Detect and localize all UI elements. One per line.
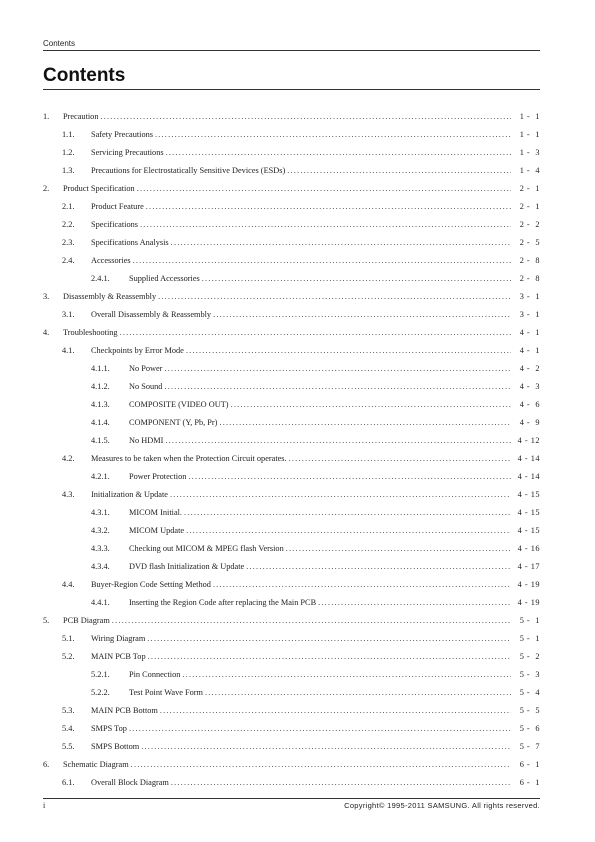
dot-leader (166, 148, 511, 157)
toc-entry-page: 4 - 17 (517, 561, 540, 571)
dot-leader (188, 472, 511, 481)
toc-entry-page: 1 - 1 (519, 111, 540, 121)
toc-entry-page: 5 - 3 (519, 669, 540, 679)
toc-entry-page: 4 - 12 (517, 435, 540, 445)
toc-entry[interactable] (91, 539, 540, 557)
toc-entry-title: Product Feature (91, 201, 144, 211)
toc-entry-title: No Sound (129, 381, 163, 391)
toc-entry-title: No Power (129, 363, 163, 373)
toc-entry[interactable] (43, 179, 540, 197)
footer-page-number: i (43, 801, 46, 810)
dot-leader (202, 274, 511, 283)
toc-entry-page: 5 - 2 (519, 651, 540, 661)
header-divider (43, 50, 540, 51)
toc-entry[interactable] (62, 701, 540, 719)
dot-leader (155, 130, 511, 139)
toc-entry[interactable] (91, 395, 540, 413)
toc-entry-number: 5.2.1. (91, 669, 110, 679)
toc-entry[interactable] (43, 287, 540, 305)
running-header: Contents (43, 39, 76, 48)
toc-entry[interactable] (62, 125, 540, 143)
toc-entry-title: Wiring Diagram (91, 633, 146, 643)
toc-entry-page: 4 - 16 (517, 543, 540, 553)
toc-entry-page: 5 - 1 (519, 633, 540, 643)
toc-entry-page: 4 - 1 (519, 345, 540, 355)
toc-entry-title: Checkpoints by Error Mode (91, 345, 184, 355)
toc-entry-number: 4. (43, 327, 50, 337)
dot-leader (129, 724, 511, 733)
dot-leader (287, 166, 511, 175)
toc-entry-title: Specifications Analysis (91, 237, 169, 247)
toc-entry-page: 4 - 3 (519, 381, 540, 391)
toc-entry-page: 4 - 14 (517, 471, 540, 481)
toc-entry-number: 2.3. (62, 237, 75, 247)
toc-entry[interactable] (62, 215, 540, 233)
toc-entry-number: 2.1. (62, 201, 75, 211)
footer-copyright: Copyright© 1995-2011 SAMSUNG. All rights reserved. (344, 801, 540, 810)
toc-entry-number: 6. (43, 759, 50, 769)
toc-entry-title: COMPONENT (Y, Pb, Pr) (129, 417, 218, 427)
dot-leader (318, 598, 511, 607)
toc-entry[interactable] (62, 233, 540, 251)
dot-leader (100, 112, 511, 121)
toc-entry-number: 4.3.2. (91, 525, 110, 535)
toc-entry-title: No HDMI (129, 435, 164, 445)
dot-leader (171, 778, 511, 787)
dot-leader (182, 670, 511, 679)
toc-entry[interactable] (91, 467, 540, 485)
toc-entry-number: 4.3.1. (91, 507, 110, 517)
toc-entry-title: MAIN PCB Top (91, 651, 146, 661)
dot-leader (170, 490, 511, 499)
toc-entry-title: DVD flash Initialization & Update (129, 561, 245, 571)
toc-entry[interactable] (43, 323, 540, 341)
dot-leader (158, 292, 511, 301)
toc-entry-title: Product Specification (63, 183, 135, 193)
toc-entry-page: 2 - 1 (519, 183, 540, 193)
dot-leader (148, 652, 511, 661)
toc-entry[interactable] (62, 737, 540, 755)
toc-entry-page: 3 - 1 (519, 309, 540, 319)
toc-entry-page: 5 - 5 (519, 705, 540, 715)
footer-divider (43, 798, 540, 799)
toc-entry-number: 4.1.3. (91, 399, 110, 409)
toc-entry-title: SMPS Bottom (91, 741, 140, 751)
toc-entry[interactable] (91, 269, 540, 287)
toc-entry[interactable] (62, 143, 540, 161)
dot-leader (141, 742, 511, 751)
toc-entry[interactable] (62, 251, 540, 269)
toc-entry-number: 2.4.1. (91, 273, 110, 283)
toc-entry[interactable] (62, 449, 540, 467)
toc-entry-page: 4 - 2 (519, 363, 540, 373)
toc-entry[interactable] (43, 755, 540, 773)
toc-entry-number: 6.1. (62, 777, 75, 787)
toc-entry-page: 2 - 1 (519, 201, 540, 211)
toc-entry-number: 1.1. (62, 129, 75, 139)
toc-entry-number: 3. (43, 291, 50, 301)
toc-entry[interactable] (62, 197, 540, 215)
toc-entry-page: 4 - 19 (517, 579, 540, 589)
toc-entry-title: Precaution (63, 111, 99, 121)
toc-entry-title: Supplied Accessories (129, 273, 200, 283)
toc-entry-page: 4 - 1 (519, 327, 540, 337)
dot-leader (231, 400, 511, 409)
dot-leader (205, 688, 511, 697)
toc-entry-number: 4.3.4. (91, 561, 110, 571)
toc-entry-title: Overall Disassembly & Reassembly (91, 309, 212, 319)
toc-entry-number: 4.1.5. (91, 435, 110, 445)
toc-entry-number: 5.2.2. (91, 687, 110, 697)
toc-entry-title: Inserting the Region Code after replacing the Main PCB (129, 597, 317, 607)
toc-entry-page: 4 - 6 (519, 399, 540, 409)
toc-entry[interactable] (62, 161, 540, 179)
toc-entry-page: 1 - 4 (519, 165, 540, 175)
dot-leader (171, 238, 511, 247)
toc-entry-page: 6 - 1 (519, 777, 540, 787)
toc-entry-title: Measures to be taken when the Protection Circuit operates. (91, 453, 287, 463)
toc-entry-page: 4 - 19 (517, 597, 540, 607)
toc-entry[interactable] (91, 683, 540, 701)
toc-entry-number: 4.3.3. (91, 543, 110, 553)
toc-entry-page: 5 - 4 (519, 687, 540, 697)
toc-entry[interactable] (91, 431, 540, 449)
toc-entry[interactable] (62, 629, 540, 647)
toc-entry-number: 4.2.1. (91, 471, 110, 481)
toc-entry-number: 4.1.1. (91, 363, 110, 373)
dot-leader (184, 508, 511, 517)
dot-leader (131, 760, 511, 769)
toc-entry-number: 1.3. (62, 165, 75, 175)
toc-entry-number: 3.1. (62, 309, 75, 319)
toc-entry-number: 5.5. (62, 741, 75, 751)
toc-entry-title: Buyer-Region Code Setting Method (91, 579, 211, 589)
dot-leader (133, 256, 511, 265)
toc-entry-number: 5.3. (62, 705, 75, 715)
toc-entry[interactable] (91, 413, 540, 431)
toc-entry-page: 1 - 3 (519, 147, 540, 157)
toc-entry-number: 4.3. (62, 489, 75, 499)
toc-entry-page: 4 - 15 (517, 489, 540, 499)
dot-leader (164, 364, 511, 373)
toc-entry-title: MICOM Initial. (129, 507, 183, 517)
toc-entry-page: 2 - 2 (519, 219, 540, 229)
toc-entry-title: Overall Block Diagram (91, 777, 169, 787)
toc-entry[interactable] (91, 665, 540, 683)
toc-entry-number: 5. (43, 615, 50, 625)
toc-entry[interactable] (62, 485, 540, 503)
toc-entry-page: 1 - 1 (519, 129, 540, 139)
toc-entry-title: Accessories (91, 255, 131, 265)
toc-entry-number: 1.2. (62, 147, 75, 157)
dot-leader (186, 346, 511, 355)
dot-leader (140, 220, 511, 229)
toc-entry-page: 5 - 1 (519, 615, 540, 625)
toc-entry-title: Specifications (91, 219, 139, 229)
toc-entry[interactable] (91, 557, 540, 575)
toc-entry-number: 2.2. (62, 219, 75, 229)
toc-entry-page: 5 - 7 (519, 741, 540, 751)
toc-entry-page: 4 - 15 (517, 525, 540, 535)
toc-entry[interactable] (62, 719, 540, 737)
dot-leader (289, 454, 511, 463)
toc-entry[interactable] (62, 773, 540, 791)
toc-entry-number: 5.2. (62, 651, 75, 661)
dot-leader (213, 310, 511, 319)
toc-entry-title: Checking out MICOM & MPEG flash Version (129, 543, 284, 553)
toc-entry-title: Safety Precautions (91, 129, 153, 139)
toc-entry-number: 5.4. (62, 723, 75, 733)
toc-entry-number: 4.4.1. (91, 597, 110, 607)
toc-entry[interactable] (91, 377, 540, 395)
toc-entry-number: 1. (43, 111, 50, 121)
toc-entry-page: 6 - 1 (519, 759, 540, 769)
toc-entry-title: Disassembly & Reassembly (63, 291, 157, 301)
title-divider (43, 89, 540, 90)
toc-entry[interactable] (91, 359, 540, 377)
toc-entry-number: 4.1.4. (91, 417, 110, 427)
toc-entry[interactable] (91, 503, 540, 521)
toc-entry-page: 5 - 6 (519, 723, 540, 733)
toc-entry-title: Precautions for Electrostatically Sensitive Devices (ESDs) (91, 165, 286, 175)
toc-entry[interactable] (62, 305, 540, 323)
toc-entry-number: 4.2. (62, 453, 75, 463)
toc-entry-title: MAIN PCB Bottom (91, 705, 158, 715)
dot-leader (147, 634, 511, 643)
toc-entry-page: 2 - 5 (519, 237, 540, 247)
toc-entry-title: Initialization & Update (91, 489, 168, 499)
toc-entry-title: Power Protection (129, 471, 187, 481)
toc-entry[interactable] (43, 611, 540, 629)
toc-entry-title: Troubleshooting (63, 327, 118, 337)
dot-leader (146, 202, 511, 211)
toc-entry-number: 4.1.2. (91, 381, 110, 391)
dot-leader (219, 418, 511, 427)
toc-entry-number: 4.1. (62, 345, 75, 355)
toc-entry-title: COMPOSITE (VIDEO OUT) (129, 399, 229, 409)
toc-entry-page: 4 - 14 (517, 453, 540, 463)
toc-entry-page: 2 - 8 (519, 255, 540, 265)
page-title: Contents (43, 65, 126, 86)
toc-entry-number: 5.1. (62, 633, 75, 643)
toc-entry[interactable] (43, 107, 540, 125)
dot-leader (246, 562, 511, 571)
toc-entry-page: 2 - 8 (519, 273, 540, 283)
toc-entry-title: Test Point Wave Form (129, 687, 203, 697)
dot-leader (165, 436, 511, 445)
dot-leader (213, 580, 511, 589)
dot-leader (120, 328, 511, 337)
toc-entry-title: Schematic Diagram (63, 759, 129, 769)
toc-entry-title: Servicing Precautions (91, 147, 164, 157)
dot-leader (160, 706, 511, 715)
dot-leader (137, 184, 511, 193)
toc-entry-page: 4 - 15 (517, 507, 540, 517)
toc-entry-title: MICOM Update (129, 525, 185, 535)
dot-leader (112, 616, 511, 625)
toc-entry-page: 4 - 9 (519, 417, 540, 427)
toc-entry[interactable] (62, 575, 540, 593)
toc-entry[interactable] (91, 593, 540, 611)
toc-entry[interactable] (62, 341, 540, 359)
toc-entry[interactable] (91, 521, 540, 539)
toc-entry-number: 4.4. (62, 579, 75, 589)
toc-entry-title: PCB Diagram (63, 615, 110, 625)
toc-entry-number: 2. (43, 183, 50, 193)
toc-entry[interactable] (62, 647, 540, 665)
dot-leader (286, 544, 511, 553)
toc-entry-title: SMPS Top (91, 723, 127, 733)
dot-leader (164, 382, 511, 391)
toc-entry-title: Pin Connection (129, 669, 181, 679)
toc-entry-page: 3 - 1 (519, 291, 540, 301)
toc-entry-number: 2.4. (62, 255, 75, 265)
dot-leader (186, 526, 511, 535)
